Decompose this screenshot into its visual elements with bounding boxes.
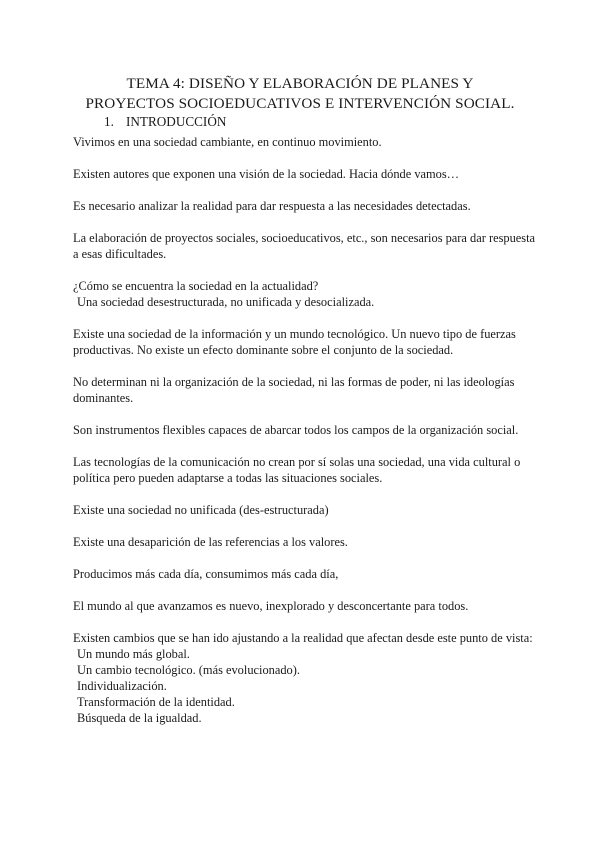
section-label: INTRODUCCIÓN <box>126 114 227 129</box>
paragraph: No determinan ni la organización de la sociedad, ni las formas de poder, ni las ideologías <box>73 375 515 389</box>
list-item: Transformación de la identidad. <box>77 695 235 709</box>
paragraph: a esas dificultades. <box>73 247 167 261</box>
paragraph: La elaboración de proyectos sociales, socioeducativos, etc., son necesarios para dar respuesta <box>73 231 536 245</box>
paragraph: Las tecnologías de la comunicación no crean por sí solas una sociedad, una vida cultural o <box>73 455 521 469</box>
paragraph: productivas. No existe un efecto dominante sobre el conjunto de la sociedad. <box>73 343 454 357</box>
paragraph: dominantes. <box>73 391 134 405</box>
section-number: 1. <box>104 114 114 129</box>
paragraph: Existen autores que exponen una visión de la sociedad. Hacia dónde vamos… <box>73 167 460 181</box>
paragraph: política pero pueden adaptarse a todas las situaciones sociales. <box>73 471 383 485</box>
answer-line: Una sociedad desestructurada, no unificada y desocializada. <box>77 295 375 309</box>
paragraph: Existe una sociedad no unificada (des-estructurada) <box>73 503 329 517</box>
list-item: Un mundo más global. <box>77 647 190 661</box>
paragraph: Vivimos en una sociedad cambiante, en continuo movimiento. <box>73 135 382 149</box>
section-heading <box>104 114 226 130</box>
question-line: ¿Cómo se encuentra la sociedad en la actualidad? <box>73 279 319 293</box>
list-item: Un cambio tecnológico. (más evolucionado). <box>77 663 300 677</box>
paragraph: Existe una desaparición de las referencias a los valores. <box>73 535 348 549</box>
paragraph: Existe una sociedad de la información y un mundo tecnológico. Un nuevo tipo de fuerzas <box>73 327 516 341</box>
title-line-2: PROYECTOS SOCIOEDUCATIVOS E INTERVENCIÓN SOCIAL. <box>85 95 515 112</box>
paragraph: Es necesario analizar la realidad para dar respuesta a las necesidades detectadas. <box>73 199 471 213</box>
paragraph: Existen cambios que se han ido ajustando a la realidad que afectan desde este punto de vista: <box>73 631 533 645</box>
paragraph: Producimos más cada día, consumimos más cada día, <box>73 567 339 581</box>
paragraph: El mundo al que avanzamos es nuevo, inexplorado y desconcertante para todos. <box>73 599 469 613</box>
list-item: Individualización. <box>77 679 167 693</box>
paragraph: Son instrumentos flexibles capaces de abarcar todos los campos de la organización social. <box>73 423 519 437</box>
list-item: Búsqueda de la igualdad. <box>77 711 202 725</box>
title-line-1: TEMA 4: DISEÑO Y ELABORACIÓN DE PLANES Y <box>126 75 474 92</box>
